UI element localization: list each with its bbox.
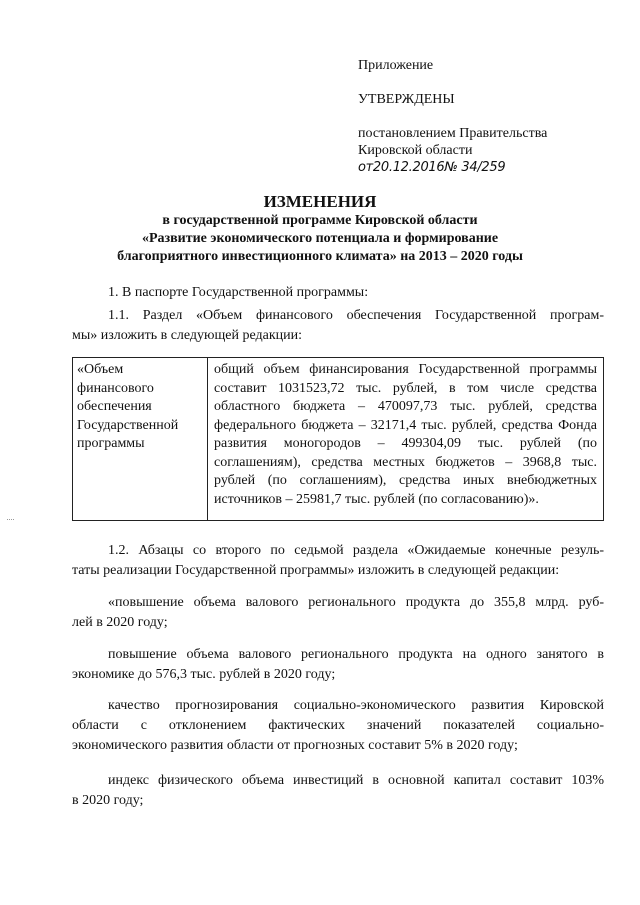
passport-table [72, 357, 604, 521]
section-1-2-line-1: 1.2. Абзацы со второго по седьмой раздела «Ожидаемые конечные резуль- [108, 543, 604, 558]
resolution-line-1: постановлением Правительства [358, 126, 548, 141]
handwritten-date-number: от20.12.2016№ 34/259 [358, 160, 506, 175]
section-1-2-line-2: таты реализации Государственной программы» изложить в следующей редакции: [72, 563, 560, 578]
title-line-3: благоприятного инвестиционного климата» на 2013 – 2020 годы [117, 249, 523, 264]
table-content-cell: общий объем финансирования Государственной программы составит 1031523,72 тыс. рублей, в том числе средства областного бюджета – 470097,73 тыс. рублей, средства федерального бюджета – 32171,4 тыс. рублей, средства Фонда развития моногородов – 499304,09 тыс. рублей (по соглашениям), средства местных бюджетов – 3968,8 тыс. рублей (по соглашениям), средства иных внебюджетных источников – 25981,7 тыс. рублей (по согласованию)». [208, 358, 604, 521]
title-line-1: в государственной программе Кировской области [162, 213, 478, 228]
item-1-line-1: «повышение объема валового регионального продукта до 355,8 млрд. руб- [108, 595, 604, 610]
item-4-line-1: индекс физического объема инвестиций в основной капитал составит 103% [108, 773, 604, 788]
item-2-line-2: экономике до 576,3 тыс. рублей в 2020 году; [72, 667, 336, 682]
section-1-1-paragraph [72, 306, 604, 346]
scan-edge-mark [7, 519, 14, 520]
section-1-heading: 1. В паспорте Государственной программы: [108, 285, 369, 300]
approved-label: УТВЕРЖДЕНЫ [358, 92, 455, 107]
list-item [72, 645, 604, 685]
section-1-1-line-1: 1.1. Раздел «Объем финансового обеспечения Государственной програм- [108, 308, 604, 323]
document-title [60, 192, 580, 266]
list-item [72, 696, 604, 756]
resolution-date [358, 160, 505, 176]
list-item [72, 771, 604, 811]
table-row [73, 358, 604, 521]
appendix-label: Приложение [358, 58, 434, 73]
list-item [72, 593, 604, 633]
table-label-cell: «Объем финансового обеспечения Государственной программы [73, 358, 208, 521]
item-1-line-2: лей в 2020 году; [72, 615, 168, 630]
item-3-line-1: качество прогнозирования социально-экономического развития Кировской [108, 698, 604, 713]
title-line-2: «Развитие экономического потенциала и формирование [141, 231, 499, 246]
resolution-line-2: Кировской области [358, 143, 473, 158]
item-2-line-1: повышение объема валового регионального продукта на одного занятого в [108, 647, 604, 662]
item-3-line-2: области с отклонением фактических значений показателей социально- [72, 718, 604, 733]
section-1-2-paragraph [72, 541, 604, 581]
section-1-1-line-2: мы» изложить в следующей редакции: [72, 328, 303, 343]
title-main: ИЗМЕНЕНИЯ [263, 192, 377, 211]
item-4-line-2: в 2020 году; [72, 793, 144, 808]
item-3-line-3: экономического развития области от прогнозных составит 5% в 2020 году; [72, 738, 518, 753]
